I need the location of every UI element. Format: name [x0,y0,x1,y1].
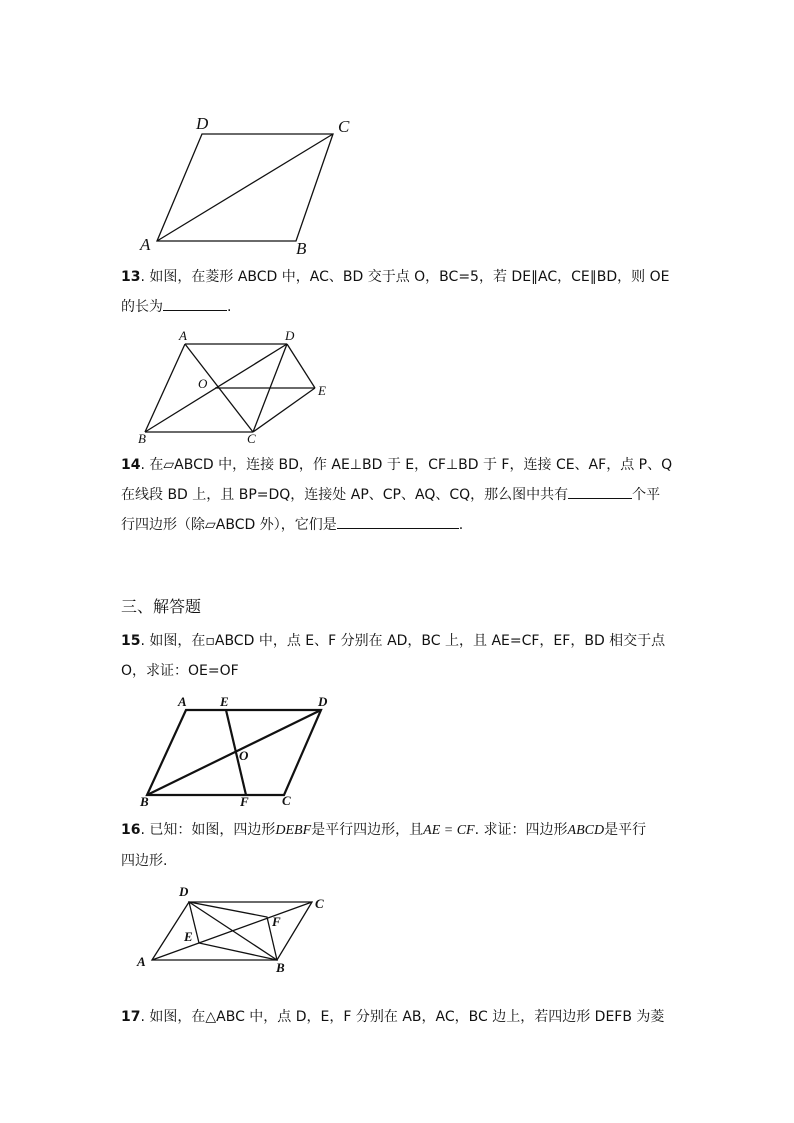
problem-text: 是平行四边形，且 [311,822,424,838]
section-heading: 三、解答题 [121,597,202,616]
problem-text: . 已知：如图，四边形 [140,822,276,838]
label-b: B [140,794,149,809]
problem-number: 14 [121,457,141,473]
problem-text: 行四边形（除▱ABCD 外），它们是 [121,517,337,533]
problem-number: 17 [121,1009,141,1025]
label-e: E [220,694,229,709]
label-f: F [272,914,281,929]
figure-parallelogram-abcd [130,110,370,260]
answer-blank[interactable] [163,296,227,311]
label-a: A [178,694,187,709]
label-d: D [318,694,328,709]
label-f: F [240,794,249,809]
label-o: O [239,748,249,763]
math-expression: ABCD [567,823,605,838]
label-c: C [247,431,256,446]
label-e: E [318,383,326,398]
problem-text: . 在▱ABCD 中，连接 BD，作 AE⊥BD 于 E，CF⊥BD 于 F，连接 CE、AF，点 P、Q [140,457,673,473]
label-c: C [338,117,350,136]
diagonal-bd [147,710,321,795]
label-a: A [137,954,146,969]
problem-16 [121,815,681,876]
problem-number: 16 [121,822,141,838]
label-b: B [276,960,285,975]
problem-number: 13 [121,269,141,285]
problem-text: 个平 [632,487,661,503]
label-e: E [184,929,193,944]
label-o: O [198,376,208,391]
problem-text: 的长为 [121,299,163,315]
figure-parallelogram-debf [132,880,342,980]
problem-text: . [227,299,232,315]
figure-rhombus-oe [135,328,345,448]
problem-text: 在线段 BD 上，且 BP=DQ，连接处 AP、CP、AQ、CQ，那么图中共有 [121,487,569,503]
problem-15 [121,626,681,686]
problem-13 [121,262,681,322]
math-expression: AE = CF [423,823,475,838]
problem-text: 四边形. [121,853,168,869]
problem-text: . 如图，在△ABC 中，点 D，E，F 分别在 AB，AC，BC 边上，若四边形 DEFB 为菱 [140,1009,665,1025]
segment-de [287,344,315,388]
problem-17 [121,1002,681,1032]
side-ab [145,344,185,432]
problem-text: . 如图，在菱形 ABCD 中，AC、BD 交于点 O，BC=5，若 DE∥AC，CE∥BD，则 OE [140,269,670,285]
label-d: D [179,884,189,899]
diagonal-ac [157,134,333,241]
problem-text: . [458,517,464,533]
label-c: C [282,793,291,808]
problem-number: 15 [121,633,141,649]
figure-parallelogram-ef [138,693,348,813]
problem-text: O，求证：OE=OF [121,663,239,679]
answer-blank[interactable] [568,484,632,499]
label-b: B [138,431,146,446]
label-b: B [296,239,307,258]
segment-ce [253,388,315,432]
label-d: D [196,114,209,133]
math-expression: DEBF [275,823,312,838]
problem-text: . 求证：四边形 [474,822,568,838]
problem-14 [121,450,681,540]
answer-blank[interactable] [337,514,459,529]
label-c: C [315,896,324,911]
problem-text: 是平行 [604,822,647,838]
label-a: A [179,328,187,343]
label-d: D [285,328,295,343]
problem-text: . 如图，在▫ABCD 中，点 E、F 分别在 AD，BC 上，且 AE=CF，EF，BD 相交于点 [140,633,666,649]
label-a: A [140,235,151,254]
